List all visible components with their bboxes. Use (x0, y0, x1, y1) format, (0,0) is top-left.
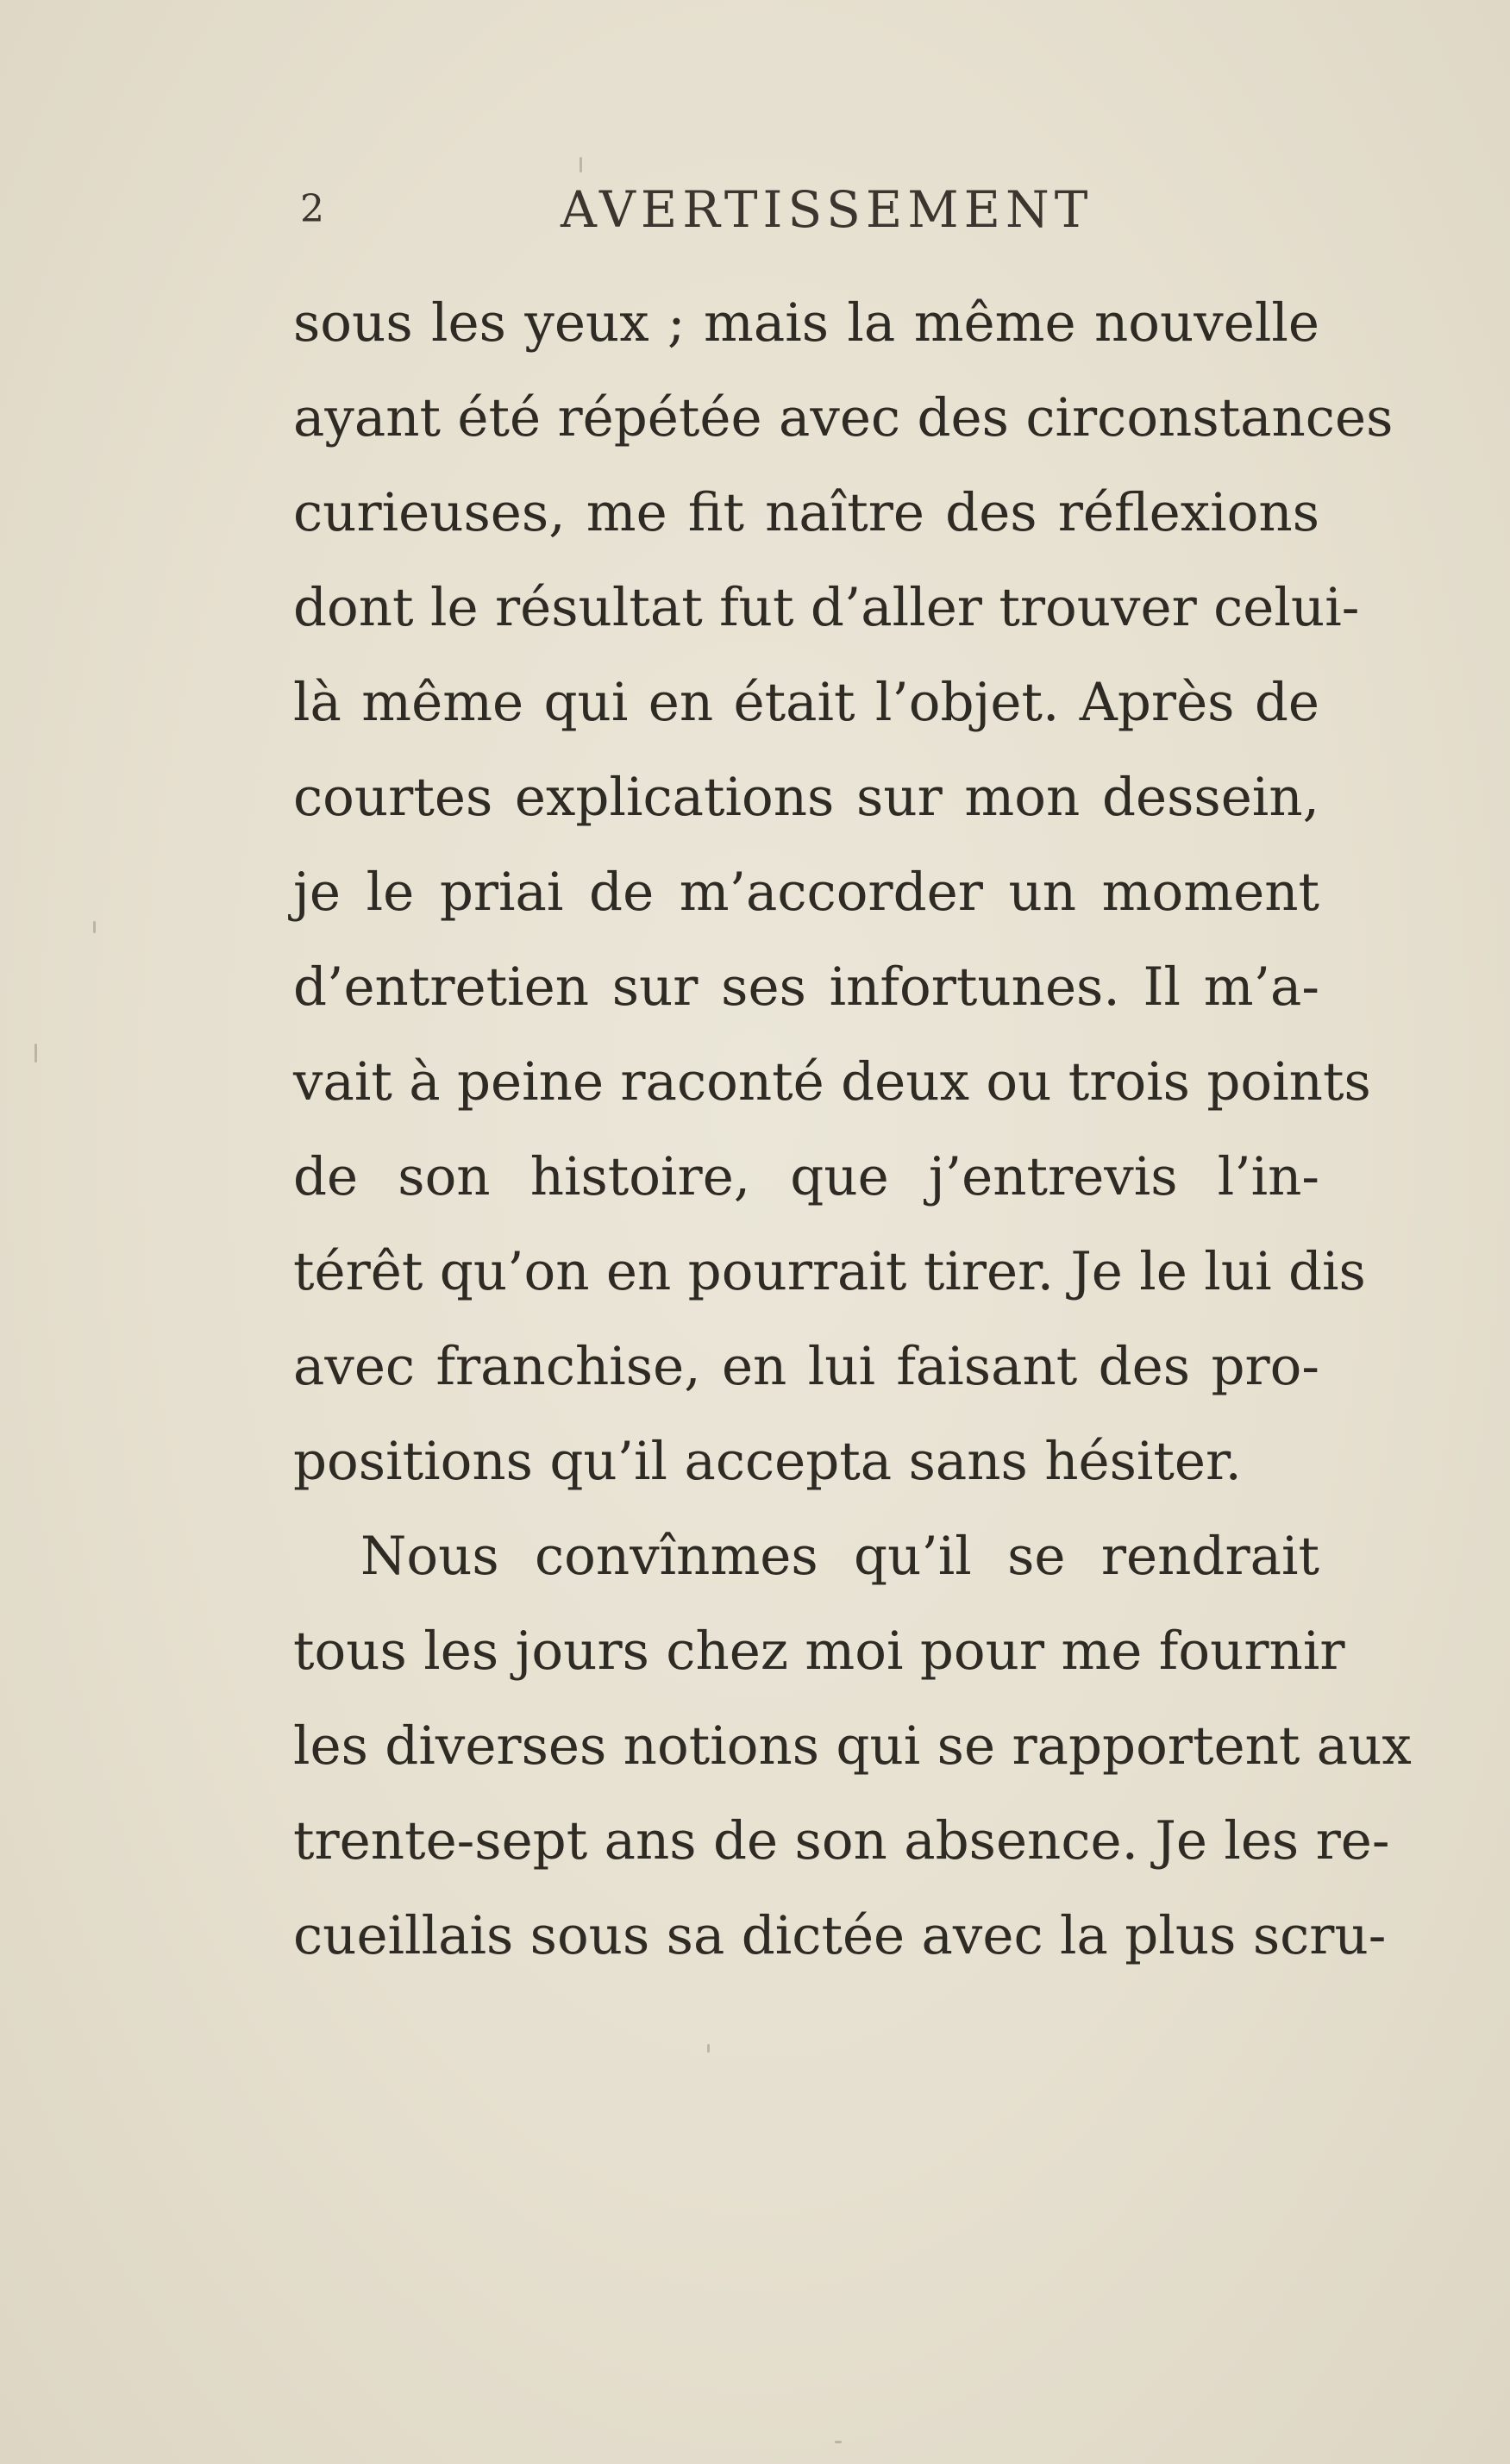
paper-speck (34, 1044, 37, 1063)
text-line: ayant été répétée avec des circonstances (293, 387, 1394, 448)
paper-speck (93, 921, 96, 933)
paragraph-end-line: positions qu’il accepta sans hésiter. (293, 1431, 1242, 1492)
paper-speck (835, 2441, 842, 2443)
text-line: je le priai de m’accorder un moment (293, 862, 1319, 923)
text-line: térêt qu’on en pourrait tirer. Je le lui dis (293, 1241, 1366, 1302)
text-line: trente-sept ans de son absence. Je les re- (293, 1810, 1390, 1872)
text-line: là même qui en était l’objet. Après de (293, 672, 1319, 733)
text-line: tous les jours chez moi pour me fournir (293, 1621, 1345, 1682)
paper-speck (707, 2044, 710, 2053)
text-line: avec franchise, en lui faisant des pro- (293, 1336, 1319, 1397)
text-line: vait à peine raconté deux ou trois points (293, 1051, 1371, 1113)
text-line: les diverses notions qui se rapportent aux (293, 1715, 1412, 1777)
paragraph-start-line: Nous convînmes qu’il se rendrait (360, 1526, 1319, 1587)
page-header (293, 177, 1319, 246)
text-line: dont le résultat fut d’aller trouver celui- (293, 577, 1360, 638)
text-line: courtes explications sur mon dessein, (293, 767, 1319, 828)
paper-speck (580, 157, 582, 172)
text-line: cueillais sous sa dictée avec la plus scru- (293, 1905, 1387, 1966)
body-text (293, 276, 1412, 1984)
text-line: sous les yeux ; mais la même nouvelle (293, 292, 1319, 354)
text-line: de son histoire, que j’entrevis l’in- (293, 1146, 1319, 1207)
running-head: AVERTISSEMENT (561, 180, 1093, 239)
text-line: curieuses, me fit naître des réflexions (293, 482, 1319, 543)
text-line: d’entretien sur ses infortunes. Il m’a- (293, 956, 1319, 1018)
page-number: 2 (300, 187, 324, 231)
